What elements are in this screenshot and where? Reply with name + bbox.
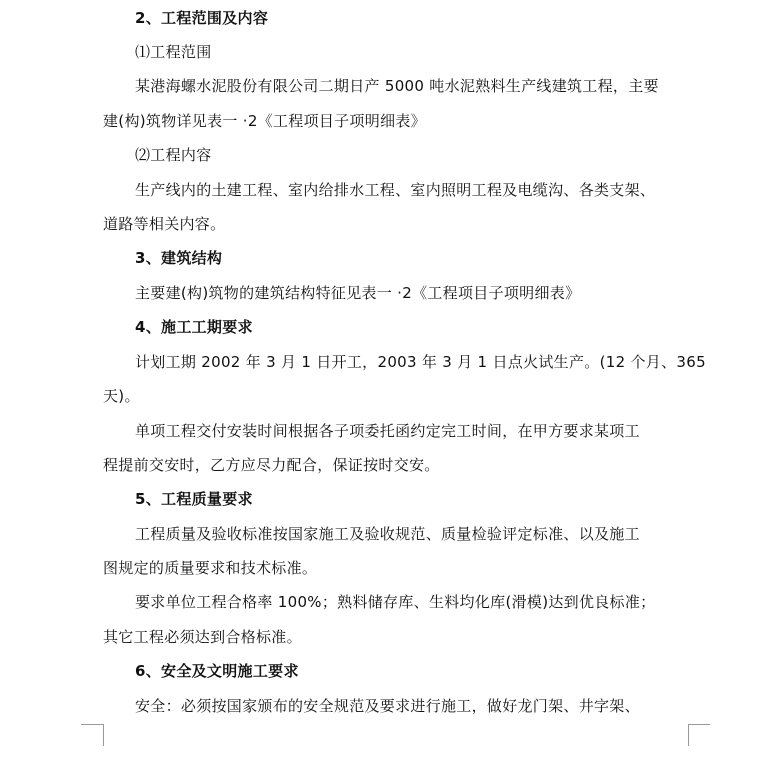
crop-mark-left-horizontal <box>81 724 103 725</box>
paragraph-line: 生产线内的土建工程、室内给排水工程、室内照明工程及电缆沟、各类支架、 <box>135 181 656 199</box>
paragraph-line: 图规定的质量要求和技术标准。 <box>103 559 318 577</box>
crop-mark-right-horizontal <box>688 724 710 725</box>
paragraph-line: 计划工期 2002 年 3 月 1 日开工，2003 年 3 月 1 日点火试生产。(12 个月、365 <box>135 353 706 371</box>
section-heading-scope: 2、工程范围及内容 <box>135 9 269 27</box>
paragraph-line: 某港海螺水泥股份有限公司二期日产 5000 吨水泥熟料生产线建筑工程，主要 <box>135 77 659 95</box>
paragraph-line: 天)。 <box>103 387 140 405</box>
section-heading-quality: 5、工程质量要求 <box>135 490 253 508</box>
paragraph-line: 要求单位工程合格率 100%；熟料储存库、生料均化库(滑模)达到优良标准； <box>135 593 656 611</box>
subheading-content: ⑵工程内容 <box>135 146 212 164</box>
paragraph-line: 单项工程交付安装时间根据各子项委托函约定完工时间，在甲方要求某项工 <box>135 422 640 440</box>
paragraph-line: 安全：必须按国家颁布的安全规范及要求进行施工，做好龙门架、井字架、 <box>135 697 640 715</box>
paragraph-line: 主要建(构)筑物的建筑结构特征见表一 ·2《工程项目子项明细表》 <box>135 284 581 302</box>
paragraph-line: 程提前交安时，乙方应尽力配合，保证按时交安。 <box>103 456 440 474</box>
section-heading-structure: 3、建筑结构 <box>135 249 223 267</box>
paragraph-line: 道路等相关内容。 <box>103 215 226 233</box>
section-heading-safety: 6、安全及文明施工要求 <box>135 662 299 680</box>
paragraph-line: 工程质量及验收标准按国家施工及验收规范、质量检验评定标准、以及施工 <box>135 525 640 543</box>
section-heading-schedule: 4、施工工期要求 <box>135 318 253 336</box>
paragraph-line: 其它工程必须达到合格标准。 <box>103 628 302 646</box>
paragraph-line: 建(构)筑物详见表一 ·2《工程项目子项明细表》 <box>103 112 426 130</box>
crop-mark-right <box>688 724 711 746</box>
crop-mark-left <box>81 724 104 746</box>
subheading-scope: ⑴工程范围 <box>135 43 212 61</box>
